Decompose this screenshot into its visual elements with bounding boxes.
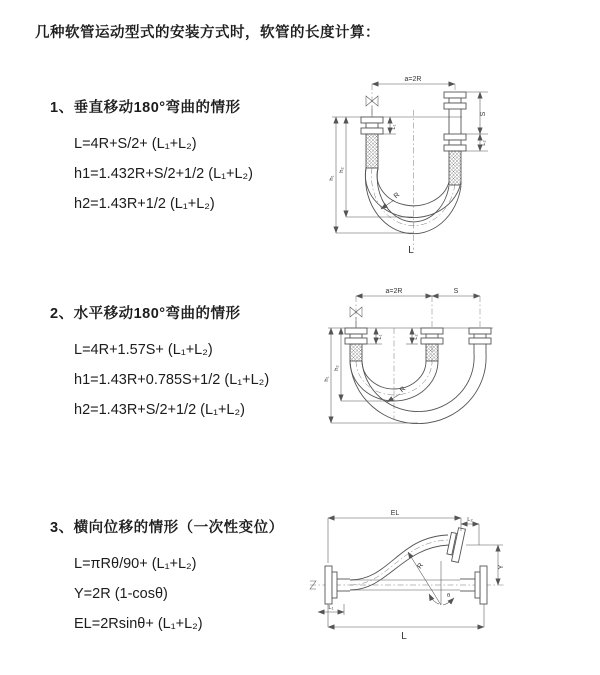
radius-label: R bbox=[392, 191, 402, 201]
centerlines bbox=[356, 296, 480, 419]
section-horizontal-movement bbox=[50, 304, 269, 425]
dimension-h1 bbox=[324, 328, 418, 423]
dim-label-L2: L₂ bbox=[413, 334, 419, 340]
formula-s3-L: L=πRθ/90+ (L₁+L₂) bbox=[74, 556, 197, 572]
dimension-EL bbox=[328, 510, 461, 563]
dimension-L1 bbox=[318, 604, 344, 615]
hose-s-curve bbox=[350, 535, 449, 590]
formula-s2-h1: h1=1.43R+0.785S+1/2 (L₁+L₂) bbox=[74, 372, 270, 388]
dim-label-S: S bbox=[480, 111, 487, 117]
formula-s1-h2: h2=1.43R+1/2 (L₁+L₂) bbox=[74, 196, 215, 212]
right-fitting-displaced bbox=[469, 328, 491, 354]
dimension-S bbox=[432, 288, 480, 296]
section-1-heading: 1、垂直移动180°弯曲的情形 bbox=[50, 100, 241, 116]
dim-label-L: L bbox=[401, 631, 407, 642]
dim-label-Y: Y bbox=[498, 564, 505, 570]
formula-s1-h1: h1=1.432R+S/2+1/2 (L₁+L₂) bbox=[74, 166, 254, 182]
angle-theta bbox=[429, 561, 454, 605]
dim-label-L1: L₁ bbox=[377, 334, 383, 340]
dimension-L2 bbox=[466, 134, 488, 151]
section-vertical-movement bbox=[50, 98, 253, 219]
dim-label-a2R: a=2R bbox=[385, 288, 403, 295]
dim-label-L2: L₂ bbox=[481, 140, 487, 146]
radius-label: R bbox=[398, 385, 408, 395]
dimension-a2R bbox=[356, 288, 432, 296]
left-fitting bbox=[345, 328, 367, 361]
dimension-S bbox=[466, 92, 488, 134]
radius-callout bbox=[408, 552, 441, 605]
page-title: 几种软管运动型式的安装方式时，软管的长度计算： bbox=[35, 25, 380, 41]
dim-label-a2R: a=2R bbox=[404, 76, 422, 83]
dim-label-L2: L₂ bbox=[467, 517, 473, 523]
formula-s3-Y: Y=2R (1-cosθ) bbox=[74, 586, 168, 602]
formula-s1-L: L=4R+S/2+ (L₁+L₂) bbox=[74, 136, 197, 152]
tilted-flange-displaced bbox=[446, 527, 466, 563]
middle-fitting bbox=[421, 328, 443, 361]
radius-callout bbox=[381, 192, 401, 209]
dim-label-h1: h₁ bbox=[324, 376, 330, 382]
dim-label-L1: L₁ bbox=[328, 605, 334, 611]
dim-label-h2: h₂ bbox=[334, 365, 340, 371]
dimension-L bbox=[328, 604, 484, 642]
dim-label-h2: h₂ bbox=[339, 167, 345, 173]
hose-arcs bbox=[350, 354, 486, 424]
dim-label-L1: L₁ bbox=[391, 124, 397, 130]
dimension-L2 bbox=[406, 328, 419, 344]
diagram-horizontal-180-bend bbox=[308, 284, 563, 462]
formula-s3-EL: EL=2Rsinθ+ (L₁+L₂) bbox=[74, 616, 203, 632]
dim-label-h1: h₁ bbox=[329, 175, 335, 181]
formula-s2-L: L=4R+1.57S+ (L₁+L₂) bbox=[74, 342, 213, 358]
angle-label: θ bbox=[447, 593, 451, 599]
hose-arcs bbox=[365, 168, 461, 234]
section-lateral-offset bbox=[50, 518, 284, 639]
radius-label: R bbox=[416, 562, 426, 571]
dim-label-S: S bbox=[453, 288, 459, 295]
dim-label-EL: EL bbox=[390, 510, 400, 517]
right-fitting-lower bbox=[444, 134, 466, 185]
right-fitting-upper bbox=[444, 92, 466, 134]
left-fitting bbox=[361, 117, 383, 168]
formula-s2-h2: h2=1.43R+S/2+1/2 (L₁+L₂) bbox=[74, 402, 245, 418]
section-2-heading: 2、水平移动180°弯曲的情形 bbox=[50, 306, 241, 322]
length-label: L bbox=[408, 245, 414, 256]
centerlines bbox=[371, 84, 455, 250]
diagram-vertical-180-bend bbox=[310, 70, 560, 260]
diagram-lateral-offset bbox=[298, 505, 565, 645]
dimension-a2R bbox=[372, 76, 455, 84]
section-3-heading: 3、横向位移的情形（一次性变位） bbox=[50, 520, 284, 536]
